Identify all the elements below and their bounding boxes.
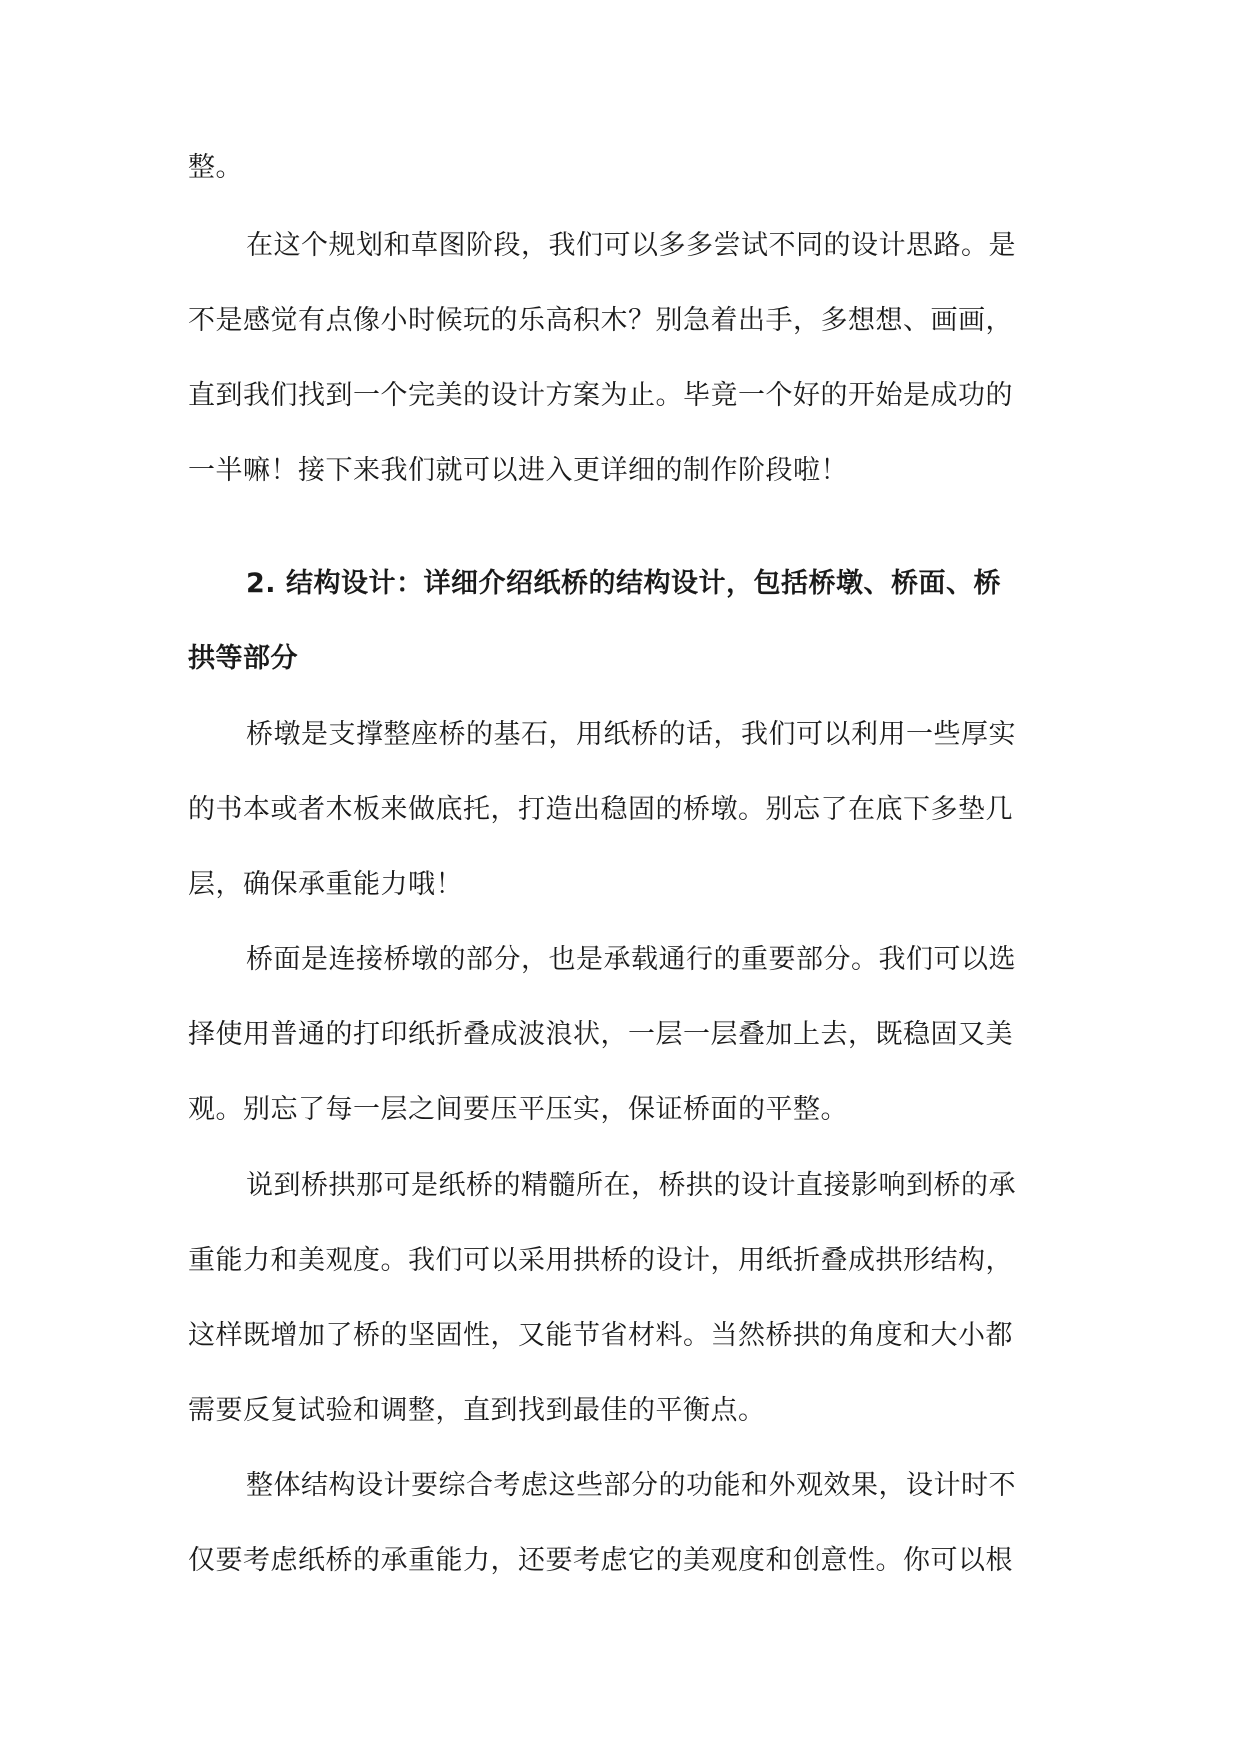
text-line: 这样既增加了桥的坚固性，又能节省材料。当然桥拱的角度和大小都	[188, 1320, 1013, 1351]
text-line: 整。	[188, 152, 243, 183]
text-line: 择使用普通的打印纸折叠成波浪状，一层一层叠加上去，既稳固又美	[188, 1019, 1013, 1050]
text-line: 观。别忘了每一层之间要压平压实，保证桥面的平整。	[188, 1094, 848, 1125]
text-line: 仅要考虑纸桥的承重能力，还要考虑它的美观度和创意性。你可以根	[188, 1545, 1013, 1576]
text-line: 需要反复试验和调整，直到找到最佳的平衡点。	[188, 1395, 766, 1426]
text-line: 的书本或者木板来做底托，打造出稳固的桥墩。别忘了在底下多垫几	[188, 794, 1013, 825]
paragraph-first-line: 桥墩是支撑整座桥的基石，用纸桥的话，我们可以利用一些厚实	[246, 719, 1016, 750]
text-line: 直到我们找到一个完美的设计方案为止。毕竟一个好的开始是成功的	[188, 380, 1013, 411]
section-heading-continued: 拱等部分	[188, 643, 298, 674]
text-line: 重能力和美观度。我们可以采用拱桥的设计，用纸折叠成拱形结构，	[188, 1245, 1013, 1276]
paragraph-first-line: 整体结构设计要综合考虑这些部分的功能和外观效果，设计时不	[246, 1470, 1016, 1501]
text-line: 不是感觉有点像小时候玩的乐高积木？别急着出手，多想想、画画，	[188, 305, 1013, 336]
paragraph-first-line: 桥面是连接桥墩的部分，也是承载通行的重要部分。我们可以选	[246, 944, 1016, 975]
paragraph-first-line: 在这个规划和草图阶段，我们可以多多尝试不同的设计思路。是	[246, 230, 1016, 261]
paragraph-first-line: 说到桥拱那可是纸桥的精髓所在，桥拱的设计直接影响到桥的承	[246, 1170, 1016, 1201]
text-line: 一半嘛！接下来我们就可以进入更详细的制作阶段啦！	[188, 455, 848, 486]
section-heading: 2. 结构设计：详细介绍纸桥的结构设计，包括桥墩、桥面、桥	[246, 568, 1001, 599]
text-line: 层，确保承重能力哦！	[188, 869, 463, 900]
